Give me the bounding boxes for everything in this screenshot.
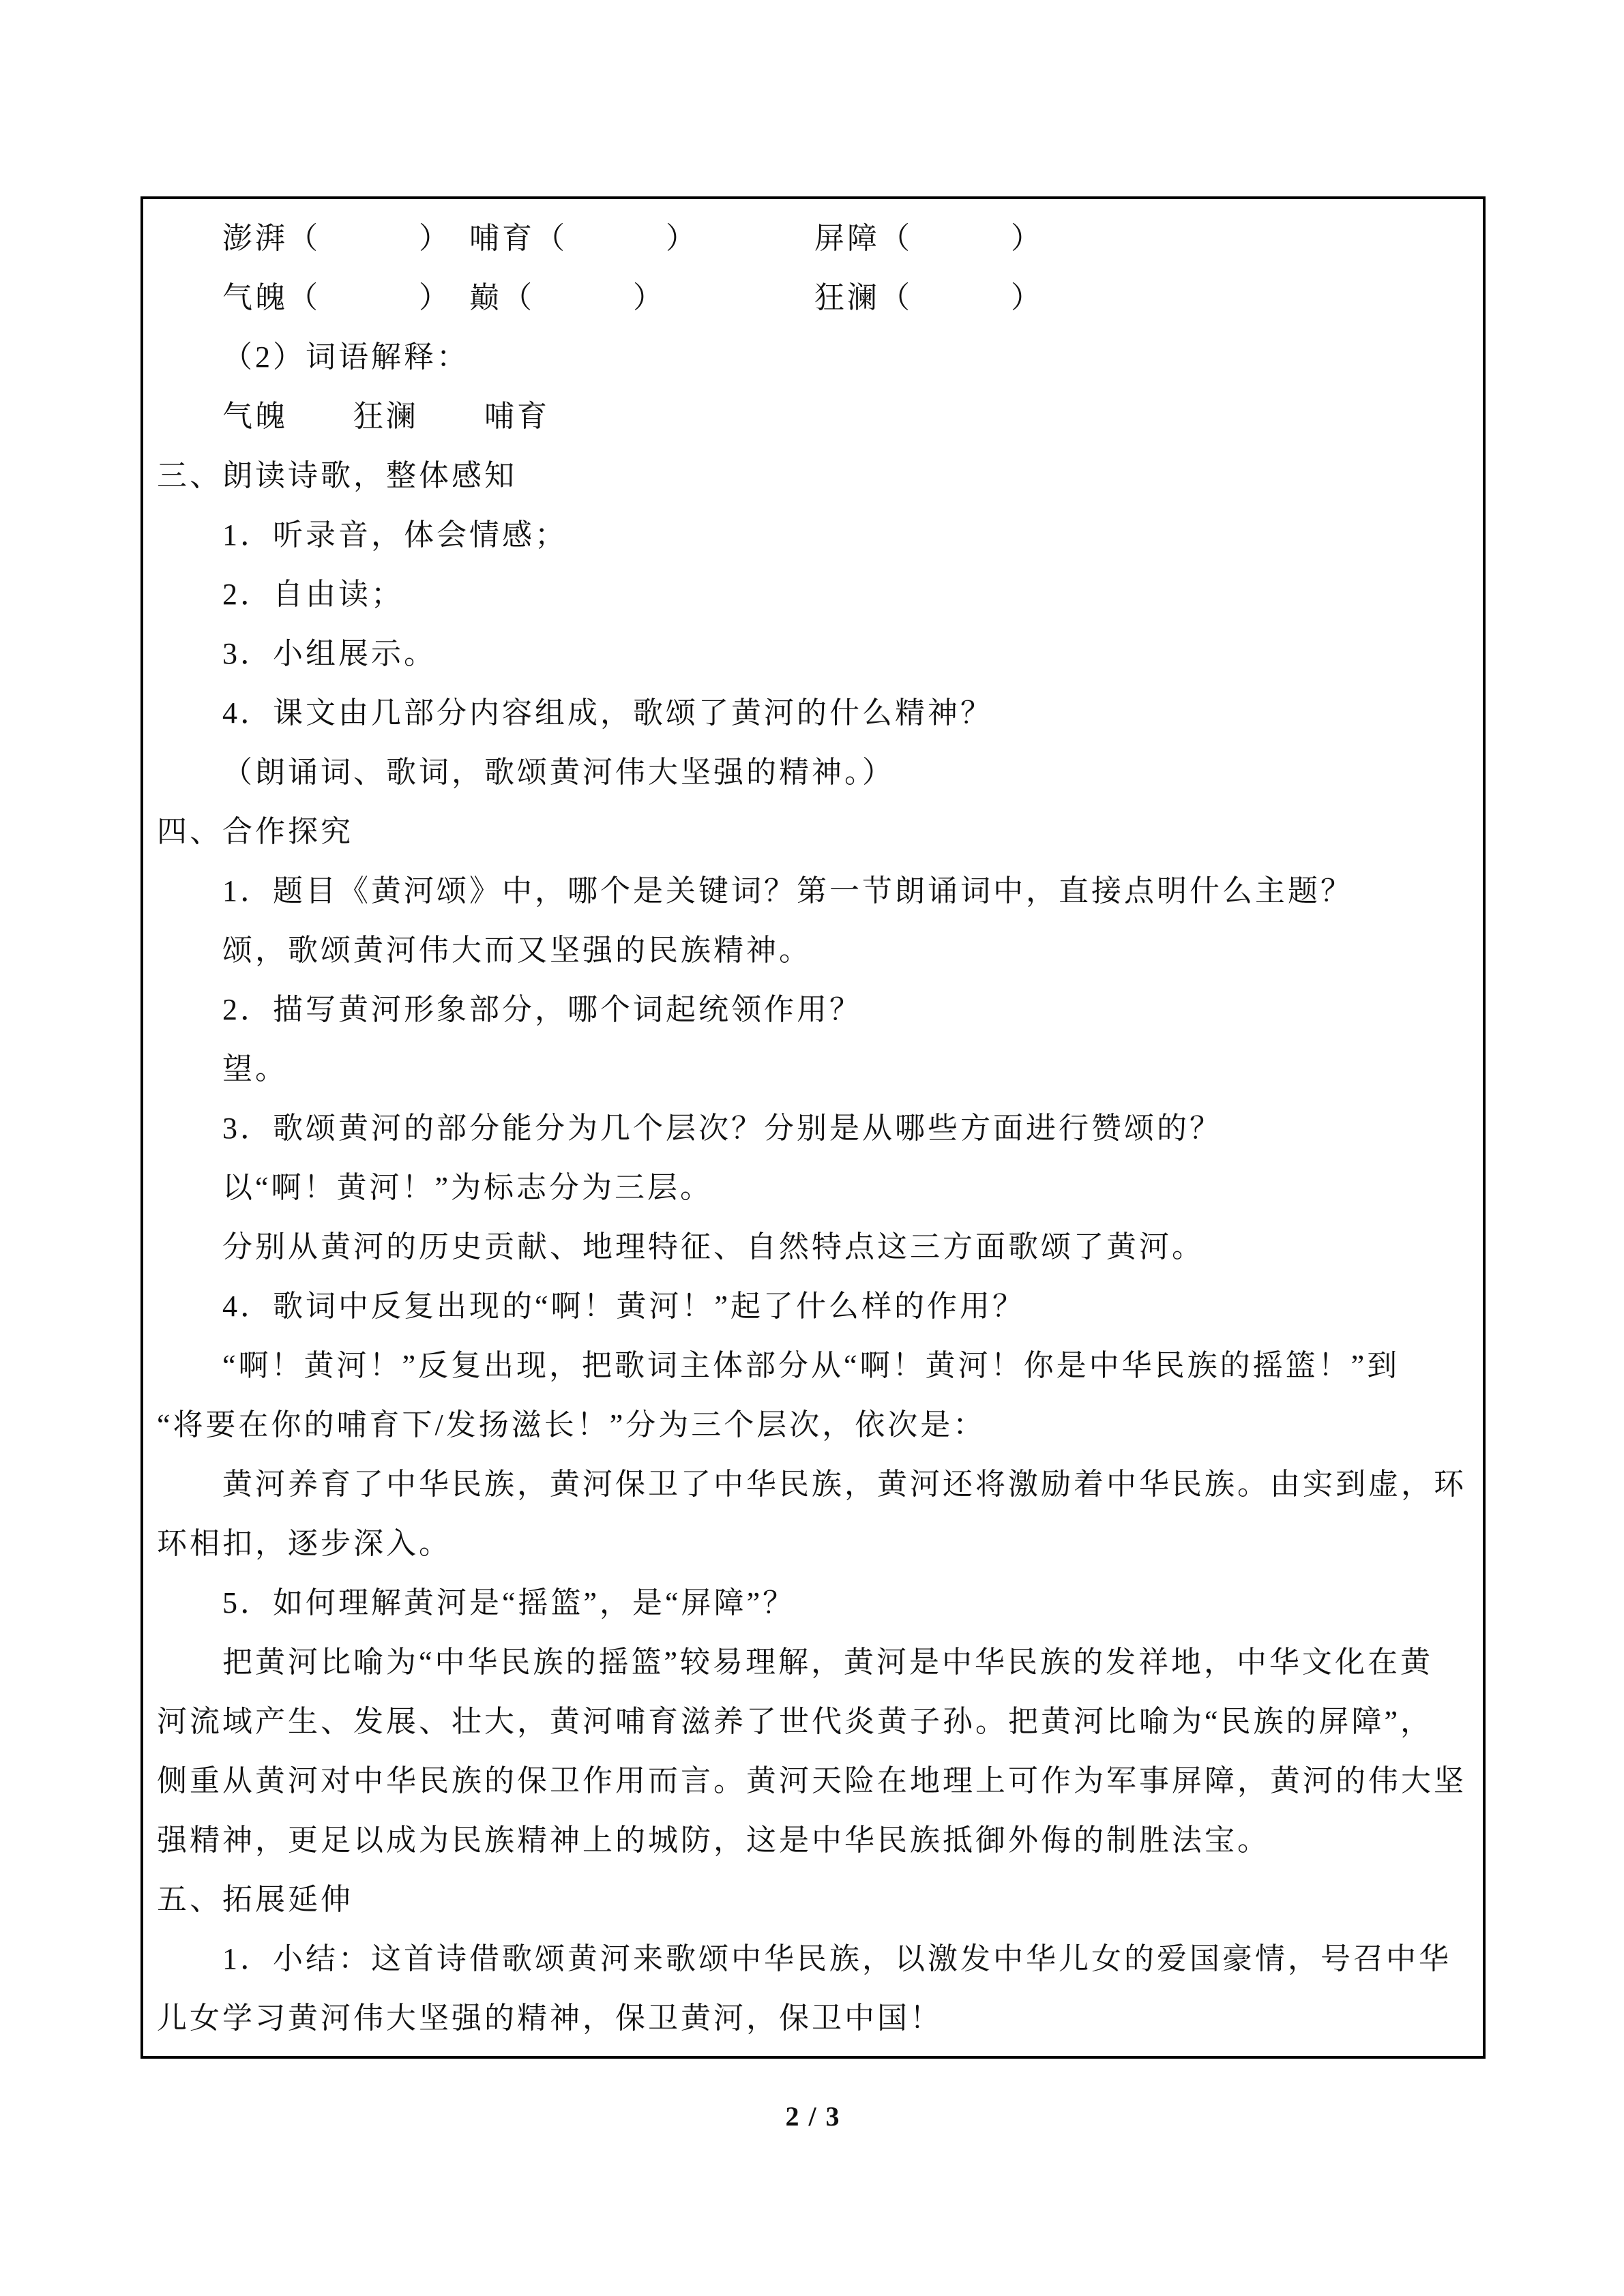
text-line: “啊！黄河！”反复出现，把歌词主体部分从“啊！黄河！你是中华民族的摇篮！”到 — [222, 1349, 1400, 1382]
text-line: 把黄河比喻为“中华民族的摇篮”较易理解，黄河是中华民族的发祥地，中华文化在黄 — [222, 1645, 1434, 1679]
text-line: 黄河养育了中华民族，黄河保卫了中华民族，黄河还将激励着中华民族。由实到虚，环 — [222, 1467, 1466, 1501]
text-line: （朗诵词、歌词，歌颂黄河伟大坚强的精神。） — [222, 756, 895, 789]
text-line: 望。 — [222, 1052, 288, 1086]
text-line: 1．小结：这首诗借歌颂黄河来歌颂中华民族，以激发中华儿女的爱国豪情，号召中华 — [222, 1942, 1451, 1976]
text-line: 3．小组展示。 — [222, 637, 437, 670]
text-line: 五、拓展延伸 — [157, 1883, 353, 1916]
text-line: （2）词语解释： — [222, 340, 469, 374]
text-line: 强精神，更足以成为民族精神上的城防，这是中华民族抵御外侮的制胜法宝。 — [157, 1823, 1270, 1857]
text-line: 2．描写黄河形象部分，哪个词起统领作用？ — [222, 993, 862, 1026]
text-line: 三、朗读诗歌，整体感知 — [157, 459, 517, 492]
text-line: 环相扣，逐步深入。 — [157, 1527, 452, 1560]
page-number: 2 / 3 — [785, 2101, 841, 2132]
text-line: 河流域产生、发展、壮大，黄河哺育滋养了世代炎黄子孙。把黄河比喻为“民族的屏障”， — [157, 1705, 1434, 1738]
text-line: 澎湃（ ） 哺育（ ） 屏障（ ） — [222, 222, 1044, 255]
text-line: 1．题目《黄河颂》中，哪个是关键词？第一节朗诵词中，直接点明什么主题？ — [222, 874, 1353, 908]
text-line: 儿女学习黄河伟大坚强的精神，保卫黄河，保卫中国！ — [157, 2001, 943, 2035]
text-line: 4．歌词中反复出现的“啊！黄河！”起了什么样的作用？ — [222, 1289, 1026, 1323]
text-line: 颂，歌颂黄河伟大而又坚强的民族精神。 — [222, 934, 812, 967]
text-line: 4．课文由几部分内容组成，歌颂了黄河的什么精神？ — [222, 696, 993, 730]
text-line: 5．如何理解黄河是“摇篮”，是“屏障”？ — [222, 1586, 796, 1620]
text-line: 2．自由读； — [222, 578, 404, 611]
text-line: 气魄（ ） 巅（ ） 狂澜（ ） — [222, 281, 1044, 314]
worksheet-box — [141, 196, 1486, 2059]
text-line: 1．听录音，体会情感； — [222, 518, 567, 552]
text-line: 侧重从黄河对中华民族的保卫作用而言。黄河天险在地理上可作为军事屏障，黄河的伟大坚 — [157, 1764, 1466, 1798]
text-line: 3．歌颂黄河的部分能分为几个层次？分别是从哪些方面进行赞颂的？ — [222, 1112, 1222, 1145]
text-line: “将要在你的哺育下/发扬滋长！”分为三个层次，依次是： — [157, 1408, 986, 1442]
text-line: 四、合作探究 — [157, 815, 353, 848]
text-line: 气魄 狂澜 哺育 — [222, 400, 550, 433]
text-line: 以“啊！黄河！”为标志分为三层。 — [222, 1171, 713, 1204]
text-line: 分别从黄河的历史贡献、地理特征、自然特点这三方面歌颂了黄河。 — [222, 1230, 1205, 1264]
